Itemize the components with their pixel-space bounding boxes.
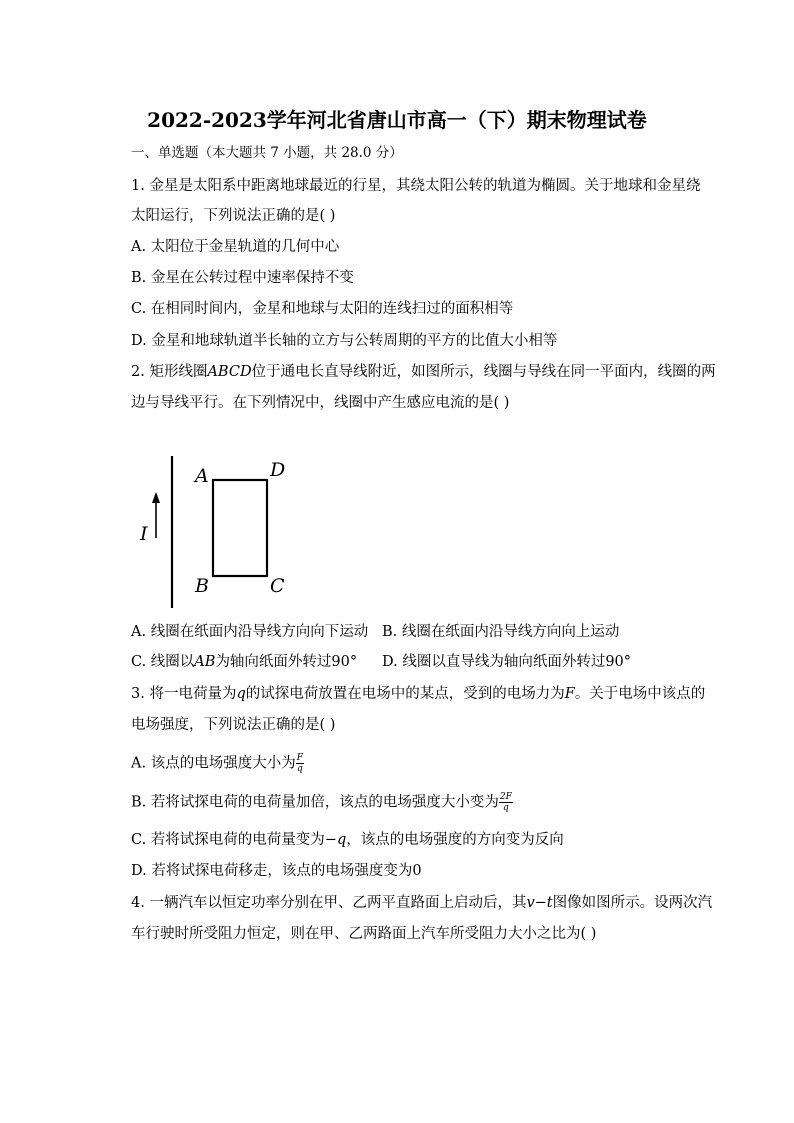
q2-option-b: B. 线圈在纸面内沿导线方向向上运动	[382, 624, 620, 640]
q3-option-b-fraction	[499, 792, 513, 813]
fraction-numerator: 2F	[499, 792, 512, 802]
q1-option-b: B. 金星在公转过程中速率保持不变	[131, 270, 354, 286]
q3-option-a-text: A. 该点的电场强度大小为	[131, 755, 296, 772]
q2-option-a: A. 线圈在纸面内沿导线方向向下运动	[131, 624, 369, 640]
current-arrow-head	[152, 492, 160, 503]
q4-var-vt: v−t	[526, 895, 553, 911]
corner-label-a: A	[195, 465, 209, 487]
q3-stem-line1	[131, 684, 705, 704]
q2-option-d: D. 线圈以直导线为轴向纸面外转过90°	[382, 654, 632, 670]
q2-stem-line1	[131, 362, 716, 382]
q3-option-c-pre: C. 若将试探电荷的电荷量变为	[131, 832, 325, 848]
corner-label-c: C	[270, 575, 285, 597]
q4-stem-post: 图像如图所示。设两次汽	[552, 895, 713, 911]
q2-stem-post: 位于通电长直导线附近，如图所示，线圈与导线在同一平面内，线圈的两	[251, 364, 716, 380]
fraction-denominator: q	[296, 764, 303, 774]
q2-option-c-post: 为轴向纸面外转过90°	[215, 654, 358, 670]
q3-stem-post: 。关于电场中该点的	[574, 686, 706, 702]
q3-option-b-text: B. 若将试探电荷的电荷量加倍，该点的电场强度大小变为	[131, 794, 499, 811]
q3-var-neg-q: −q	[324, 832, 347, 848]
fraction-denominator: q	[502, 803, 509, 813]
q4-stem-pre: 4. 一辆汽车以恒定功率分别在甲、乙两平直路面上启动后，其	[131, 895, 527, 911]
q1-stem-line1: 1. 金星是太阳系中距离地球最近的行星，其绕太阳公转的轨道为椭圆。关于地球和金星绕	[131, 178, 701, 194]
q1-option-c: C. 在相同时间内，金星和地球与太阳的连线扫过的面积相等	[131, 301, 514, 317]
q2-var-ab: AB	[194, 654, 216, 670]
section-heading: 一、单选题（本大题共 7 小题，共 28.0 分）	[131, 145, 403, 161]
q3-option-a-fraction	[296, 753, 304, 774]
corner-label-b: B	[195, 575, 209, 597]
q1-option-d: D. 金星和地球轨道半长轴的立方与公转周期的平方的比值大小相等	[131, 333, 558, 349]
current-label: I	[140, 523, 148, 545]
q2-stem-pre: 2. 矩形线圈	[131, 364, 208, 380]
q3-option-d: D. 若将试探电荷移走，该点的电场强度变为0	[131, 863, 422, 879]
fraction-numerator: F	[296, 753, 303, 763]
exam-title: 2022-2023学年河北省唐山市高一（下）期末物理试卷	[147, 108, 647, 132]
q1-stem-line2: 太阳运行，下列说法正确的是( )	[131, 208, 336, 224]
q3-stem-pre: 3. 将一电荷量为	[131, 686, 237, 702]
q2-figure	[130, 450, 310, 615]
coil-rectangle	[213, 480, 267, 576]
q3-stem-line2: 电场强度，下列说法正确的是( )	[131, 717, 336, 733]
q3-option-a	[131, 753, 304, 774]
q4-stem-line2: 车行驶时所受阻力恒定，则在甲、乙两路面上汽车所受阻力大小之比为( )	[131, 926, 597, 942]
q3-option-b	[131, 792, 513, 813]
q3-var-q: q	[236, 686, 246, 702]
q3-var-f: F	[564, 686, 575, 702]
q2-var-abcd: ABCD	[207, 364, 252, 380]
q3-option-c	[131, 830, 564, 850]
q2-option-c-pre: C. 线圈以	[131, 654, 195, 670]
q4-stem-line1	[131, 893, 712, 913]
q2-option-c	[131, 652, 357, 672]
q2-stem-line2: 边与导线平行。在下列情况中，线圈中产生感应电流的是( )	[131, 395, 510, 411]
corner-label-d: D	[270, 459, 286, 481]
q3-option-c-post: ，该点的电场强度的方向变为反向	[346, 832, 564, 848]
q1-option-a: A. 太阳位于金星轨道的几何中心	[131, 239, 340, 255]
q3-stem-mid: 的试探电荷放置在电场中的某点，受到的电场力为	[245, 686, 565, 702]
